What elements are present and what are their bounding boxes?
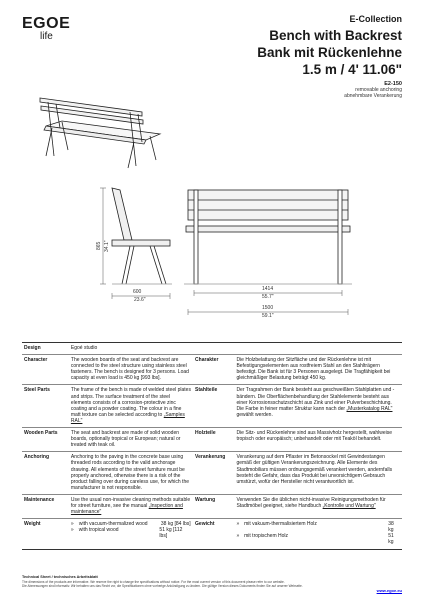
bullet: »	[236, 533, 240, 540]
spec-text-de: Die Sitz- und Rückenlehne sind aus Massivholz hergestellt, wahlweise tropisch oder europäisch; unbehandelt oder mit Teaköl behandelt.	[234, 428, 402, 452]
collection-name: E-Collection	[349, 14, 402, 24]
inner-width-mm-label: 1414	[262, 286, 274, 292]
spec-key: Wooden Parts	[22, 428, 69, 452]
website-link[interactable]: www.egoe.eu	[376, 588, 402, 593]
height-mm-label: 865	[96, 241, 102, 250]
spec-row-anchoring	[22, 452, 402, 495]
weight-item	[71, 527, 191, 539]
spec-text-de	[234, 343, 402, 355]
weight-item	[236, 533, 400, 545]
spec-row-wooden-parts	[22, 428, 402, 452]
weight-value: 38 kg [84 lbs]	[160, 521, 191, 528]
spec-key-de	[193, 343, 234, 355]
spec-text-en: The frame of the bench is made of welded steel plates and strips. The surface treatment of the steel elements consists of a corrosion-protective zinc coating and a powder coating. The colour in a fine matt texture can be selected according to	[70, 387, 191, 418]
spec-text-de: Verankerung auf dem Pflaster im Betonsockel mit Gewindestangen gemäß der gültigen Verankerungszeichnung. Alle Elemente des Stadtmobiliars müssen ordnungsgemäß verankert werden, andernfalls besteht die Gefahr, dass das Produkt bei unvorsichtigem Gebrauch umstürzt, wofür der Hersteller nicht verantwortlich ist.	[234, 452, 402, 495]
spec-key: Design	[22, 343, 69, 355]
inspection-maintenance-link[interactable]: „Inspection and maintenance"	[70, 502, 183, 516]
width-in-label: 59.1"	[262, 313, 274, 319]
spec-key: Weight	[22, 519, 69, 549]
weight-name: mit vakuum-thermalisiertem Holz	[244, 521, 317, 528]
depth-mm-label: 600	[133, 289, 142, 295]
bullet: »	[70, 527, 74, 534]
weight-name: mit tropischem Holz	[244, 533, 289, 540]
weight-list-de	[234, 519, 402, 549]
spec-row-character	[22, 355, 402, 385]
side-view-drawing	[112, 188, 172, 284]
width-mm-label: 1500	[262, 305, 274, 311]
logo-sub: life	[40, 31, 53, 42]
spec-key-de: Stahlteile	[193, 385, 234, 428]
spec-text-en: The wooden boards of the seat and backrest are connected to the steel structure using stainless steel fasteners. The bench is designed for 3 persons. Load capacity at even load is 450 kg [993 lbs].	[69, 355, 193, 385]
spec-text-de: Der Tragrahmen der Bank besteht aus geschweißten Stahlplatten und -bändern. Die Oberflächenbehandlung der Stahlelemente besteht aus einer Korrosionsschutzschicht aus Zink und einer Pulverbeschichtung. Die Farbe in feiner matter Struktur kann nach der	[236, 387, 395, 412]
spec-cell-de	[234, 494, 402, 518]
spec-cell-en	[69, 494, 193, 518]
footer-title: Technical Sheet / technisches Arbeitsblatt	[22, 575, 98, 579]
spec-cell-de	[234, 385, 402, 428]
spec-text-en: Use the usual non-invasive cleaning methods suitable for street furniture, see the manual	[70, 496, 191, 509]
samples-ral-link[interactable]: „Samples RAL"	[70, 411, 185, 424]
musterkatalog-ral-link[interactable]: „Musterkatalog RAL"	[346, 405, 393, 412]
spec-row-weight	[22, 519, 402, 549]
spec-text-de: Die Holzbelattung der Sitzfläche und der Rückenlehne ist mit Befestigungselementen aus rostfreiem Stahl an den Stahlträgern befestigt. Die Bank ist für 3 Personen ausgelegt. Die Tragfähigkeit bei gleichmäßiger Belastung beträgt 450 kg.	[234, 355, 402, 385]
product-code: E2-150	[384, 81, 402, 87]
inner-width-in-label: 55.7"	[262, 294, 274, 300]
weight-item	[236, 521, 400, 533]
weight-list-en	[69, 519, 193, 549]
weight-name: with tropical wood	[78, 527, 119, 534]
perspective-bench-drawing	[40, 98, 160, 168]
weight-value: 38 kg	[388, 521, 394, 534]
spec-text-en: Egoé studio	[69, 343, 193, 355]
spec-row-design	[22, 343, 402, 355]
spec-text-de-after: gewählt werden.	[236, 411, 273, 418]
anchoring-note-en: removable anchoring	[355, 87, 402, 93]
spec-text-en: Anchoring to the paving in the concrete base using threaded rods according to the valid anchorage drawing. All elements of the street furniture must be properly anchored, otherwise there is a risk of the product falling over during careless use, for which the manufacturer is not responsible.	[69, 452, 193, 495]
bullet: »	[236, 521, 240, 528]
spec-key-de: Verankerung	[193, 452, 234, 495]
title-english: Bench with Backrest	[269, 28, 402, 43]
weight-name: with vacuum-thermalized wood	[78, 521, 148, 528]
footer-line-de: Die Abmessungen sind informativ. Wir behalten uns das Recht vor, die Spezifikationen ohne vorherige Ankündigung zu ändern. Die gültige Version dieses Dokuments finden Sie auf unserer Webseite.	[22, 584, 303, 588]
depth-in-label: 23.6"	[134, 297, 146, 303]
specification-table	[22, 342, 402, 550]
logo-name: EGOE	[22, 15, 71, 32]
spec-cell-en	[69, 385, 193, 428]
spec-text-en: The seat and backrest are made of solid wooden boards, optionally tropical or European; natural or treated with teak oil.	[69, 428, 193, 452]
spec-key-de: Wartung	[193, 494, 234, 518]
spec-key: Steel Parts	[22, 385, 69, 428]
footer-disclaimer	[22, 575, 402, 588]
spec-text-de: Verwenden Sie die üblichen nicht-invasive Reinigungsmethoden für Stadtmöbel geeignet, siehe Handbuch	[236, 496, 386, 509]
spec-key: Anchoring	[22, 452, 69, 495]
product-size: 1.5 m / 4' 11.06"	[302, 62, 402, 77]
weight-value: 51 kg [112 lbs]	[159, 527, 183, 540]
spec-key-de: Gewicht	[193, 519, 234, 549]
anchoring-note-de: abnehmbare Verankerung	[344, 93, 402, 99]
front-view-drawing	[184, 190, 352, 284]
footer-line-en: The dimensions of the products are informative. We reserve the right to change the specifications without notice. For the most current version of this document please refer to our website.	[22, 580, 285, 584]
spec-key: Maintenance	[22, 494, 69, 518]
bullet: »	[70, 521, 74, 528]
height-in-label: 34.1"	[104, 240, 110, 252]
title-german: Bank mit Rückenlehne	[257, 45, 402, 60]
spec-key-de: Holzteile	[193, 428, 234, 452]
spec-row-steel-parts	[22, 385, 402, 428]
kontrolle-wartung-link[interactable]: „Kontrolle und Wartung"	[322, 502, 376, 509]
spec-key-de: Charakter	[193, 355, 234, 385]
weight-value: 51 kg	[388, 533, 394, 546]
spec-row-maintenance	[22, 494, 402, 518]
spec-key: Character	[22, 355, 69, 385]
